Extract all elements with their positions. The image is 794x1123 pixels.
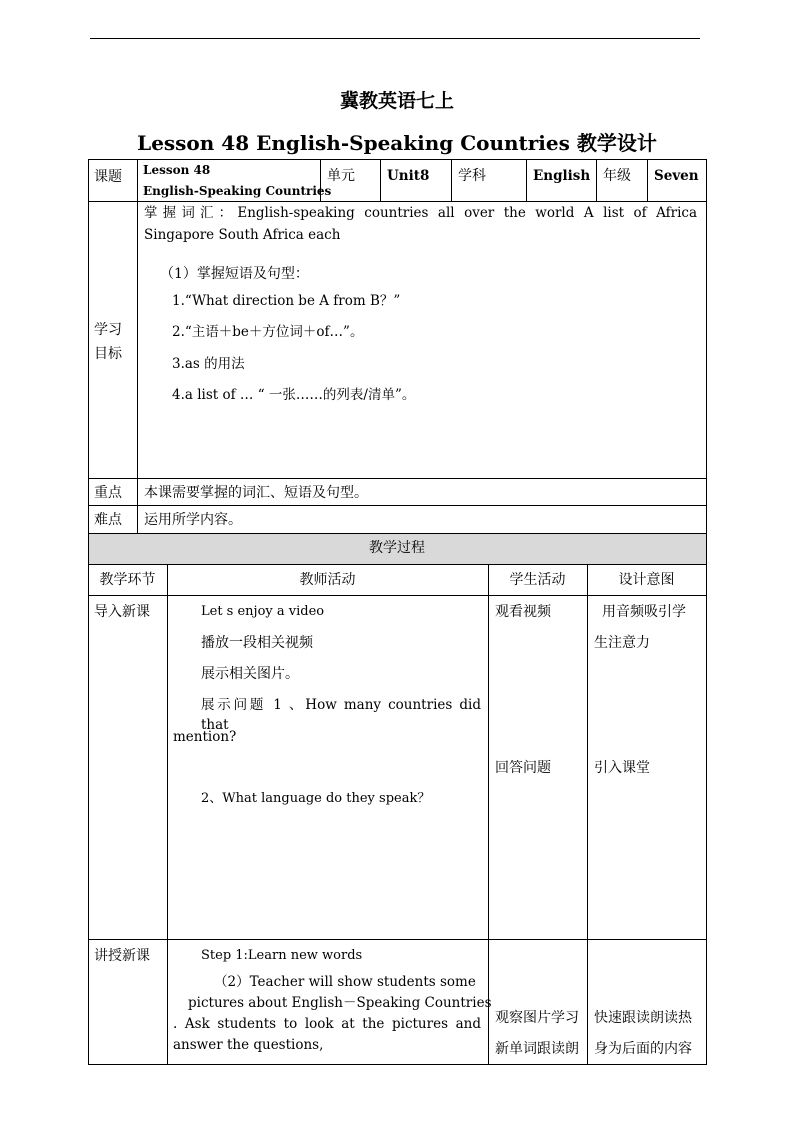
teach-teacher-2d: answer the questions, xyxy=(173,1037,324,1053)
phrases-title: （1）掌握短语及句型： xyxy=(160,266,309,282)
intro-design-1b: 生注意力 xyxy=(594,635,650,651)
teach-teacher-2a: （2）Teacher will show students some xyxy=(214,974,476,990)
unit-label: 单元 xyxy=(327,168,355,184)
teach-teacher-1: Step 1:Learn new words xyxy=(201,948,363,963)
grade-value: Seven xyxy=(654,168,699,184)
topic-value-line1: Lesson 48 xyxy=(143,163,211,177)
table-border xyxy=(167,564,168,1065)
col-design-header: 设计意图 xyxy=(618,572,675,588)
table-border xyxy=(88,564,707,565)
col-teacher-header: 教师活动 xyxy=(299,572,356,588)
document-subtitle: 冀教英语七上 xyxy=(339,90,454,112)
table-border xyxy=(88,505,707,506)
intro-teacher-4a: 展示问题 1 、How many countries did that xyxy=(201,697,481,734)
table-border xyxy=(526,159,527,201)
table-border xyxy=(88,939,707,940)
objectives-label-line2: 目标 xyxy=(94,346,122,362)
intro-teacher-4b: mention? xyxy=(173,729,237,745)
intro-design-1a: 用音频吸引学 xyxy=(602,604,686,620)
intro-student-2: 回答问题 xyxy=(495,760,551,776)
topic-label: 课题 xyxy=(94,169,122,185)
subject-value: English xyxy=(533,168,591,184)
table-border xyxy=(88,201,707,202)
key-point-value: 本课需要掌握的词汇、短语及句型。 xyxy=(144,485,368,501)
teach-student-1: 观察图片学习 xyxy=(495,1010,579,1026)
unit-value: Unit8 xyxy=(387,168,430,184)
table-border xyxy=(88,595,707,596)
header-rule xyxy=(90,38,700,39)
teach-student-2: 新单词跟读朗 xyxy=(495,1041,579,1057)
teach-design-1: 快速跟读朗读热 xyxy=(594,1010,692,1026)
objective-item-1: 1.“What direction be A from B？” xyxy=(172,293,401,309)
intro-teacher-3: 展示相关图片。 xyxy=(201,666,299,682)
table-border xyxy=(596,159,597,201)
difficulty-value: 运用所学内容。 xyxy=(144,512,242,528)
objective-item-3: 3.as 的用法 xyxy=(172,356,245,372)
table-border xyxy=(88,533,707,534)
objective-item-2: 2.“主语＋be＋方位词＋of…”。 xyxy=(172,324,364,340)
table-border xyxy=(137,159,138,533)
intro-design-2: 引入课堂 xyxy=(594,760,650,776)
table-border xyxy=(647,159,648,201)
vocab-line2: Singapore South Africa each xyxy=(144,227,341,243)
objectives-label-line1: 学习 xyxy=(94,322,122,338)
col-stage-header: 教学环节 xyxy=(99,572,156,588)
teach-teacher-2c: . Ask students to look at the pictures and xyxy=(173,1016,481,1032)
vocab-line1: 掌握词汇：English-speaking countries all over the world A list of Africa xyxy=(144,205,697,221)
teach-design-2: 身为后面的内容 xyxy=(594,1041,692,1057)
table-border xyxy=(88,1064,707,1065)
table-border xyxy=(706,159,707,1065)
intro-stage: 导入新课 xyxy=(94,604,150,620)
table-border xyxy=(587,564,588,1065)
key-point-label: 重点 xyxy=(94,485,122,501)
subject-label: 学科 xyxy=(458,168,486,184)
objective-item-4: 4.a list of … “ 一张……的列表/清单”。 xyxy=(172,387,416,403)
document-title: Lesson 48 English-Speaking Countries 教学设计 xyxy=(137,131,657,155)
topic-value-line2: English-Speaking Countries xyxy=(143,184,332,198)
intro-student-1: 观看视频 xyxy=(495,604,551,620)
difficulty-label: 难点 xyxy=(94,512,122,528)
table-border xyxy=(88,478,707,479)
teach-teacher-2b: pictures about English－Speaking Countries xyxy=(188,995,492,1011)
intro-teacher-2: 播放一段相关视频 xyxy=(201,635,313,651)
table-border xyxy=(88,159,89,1065)
intro-teacher-1: Let s enjoy a video xyxy=(201,604,325,619)
table-border xyxy=(88,159,707,160)
intro-teacher-5: 2、What language do they speak？ xyxy=(201,791,431,806)
process-section-title: 教学过程 xyxy=(369,540,425,556)
table-border xyxy=(488,564,489,1065)
teach-stage: 讲授新课 xyxy=(94,948,150,964)
table-border xyxy=(380,159,381,201)
table-border xyxy=(451,159,452,201)
col-student-header: 学生活动 xyxy=(509,572,566,588)
grade-label: 年级 xyxy=(603,168,631,184)
